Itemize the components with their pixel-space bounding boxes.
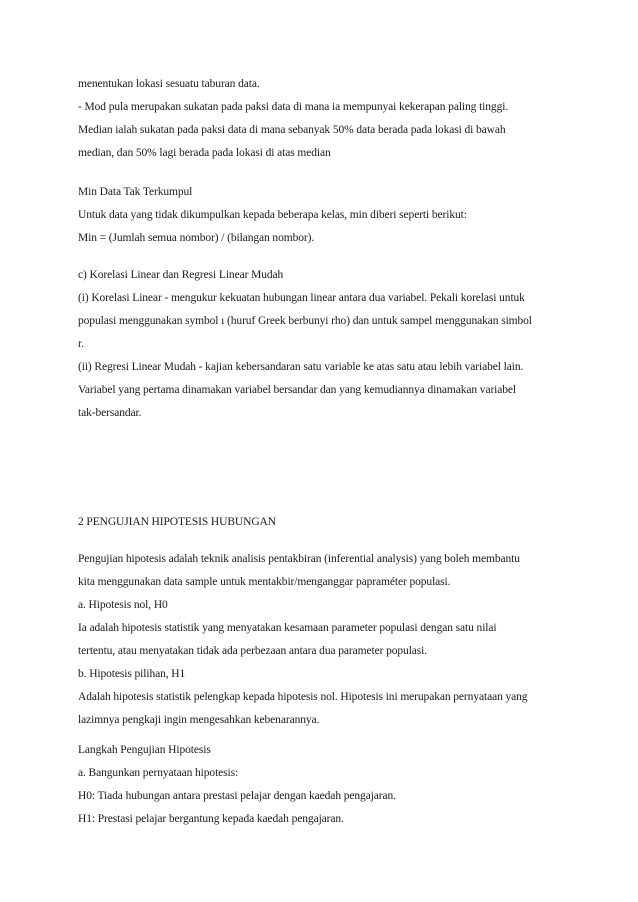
text-line: menentukan lokasi sesuatu taburan data. [78,78,260,90]
intro-paragraph [78,73,578,165]
text-line: kita menggunakan data sample untuk mentakbir/menganggar papraméter populasi. [78,576,451,588]
section-title: 2 PENGUJIAN HIPOTESIS HUBUNGAN [78,516,276,528]
pengujian-paragraph [78,548,578,732]
text-line: - Mod pula merupakan sukatan pada paksi data di mana ia mempunyai kekerapan paling tinggi. [78,101,509,113]
subheading: c) Korelasi Linear dan Regresi Linear Mudah [78,269,284,281]
text-line: Median ialah sukatan pada paksi data di mana sebanyak 50% data berada pada lokasi di bawah [78,124,506,136]
text-line: Pengujian hipotesis adalah teknik analisis pentakbiran (inferential analysis) yang boleh membantu [78,553,520,565]
text-line: tak-bersandar. [78,407,142,419]
text-line: Untuk data yang tidak dikumpulkan kepada beberapa kelas, min diberi seperti berikut: [78,209,467,221]
text-line: (ii) Regresi Linear Mudah - kajian kebersandaran satu variable ke atas satu atau lebih variabel lain. [78,361,524,373]
text-line: H0: Tiada hubungan antara prestasi pelajar dengan kaedah pengajaran. [78,790,396,802]
formula-line: Min = (Jumlah semua nombor) / (bilangan nombor). [78,232,315,244]
text-line: tertentu, atau menyatakan tidak ada perbezaan antara dua parameter populasi. [78,645,428,657]
text-line: (i) Korelasi Linear - mengukur kekuatan hubungan linear antara dua variabel. Pekali korelasi untuk [78,292,525,304]
text-line: Adalah hipotesis statistik pelengkap kepada hipotesis nol. Hipotesis ini merupakan pernyataan yang [78,691,528,703]
text-line: Ia adalah hipotesis statistik yang menyatakan kesamaan parameter populasi dengan satu nilai [78,622,497,634]
langkah-paragraph [78,739,578,831]
subheading: Langkah Pengujian Hipotesis [78,744,211,756]
text-line: H1: Prestasi pelajar bergantung kepada kaedah pengajaran. [78,813,344,825]
text-line: median, dan 50% lagi berada pada lokasi di atas median [78,147,331,159]
list-item: a. Bangunkan pernyataan hipotesis: [78,767,239,779]
korelasi-paragraph [78,264,578,425]
text-line: Variabel yang pertama dinamakan variabel bersandar dan yang kemudiannya dinamakan variabel [78,384,517,396]
section-heading [78,511,578,534]
list-item: a. Hipotesis nol, H0 [78,599,168,611]
list-item: b. Hipotesis pilihan, H1 [78,668,186,680]
text-line: r. [78,338,84,350]
subheading: Min Data Tak Terkumpul [78,186,193,198]
text-line: populasi menggunakan symbol ı (huruf Greek berbunyi rho) dan untuk sampel menggunakan simbol [78,315,532,327]
text-line: lazimnya pengkaji ingin mengesahkan kebenarannya. [78,714,320,726]
min-data-paragraph [78,181,578,250]
